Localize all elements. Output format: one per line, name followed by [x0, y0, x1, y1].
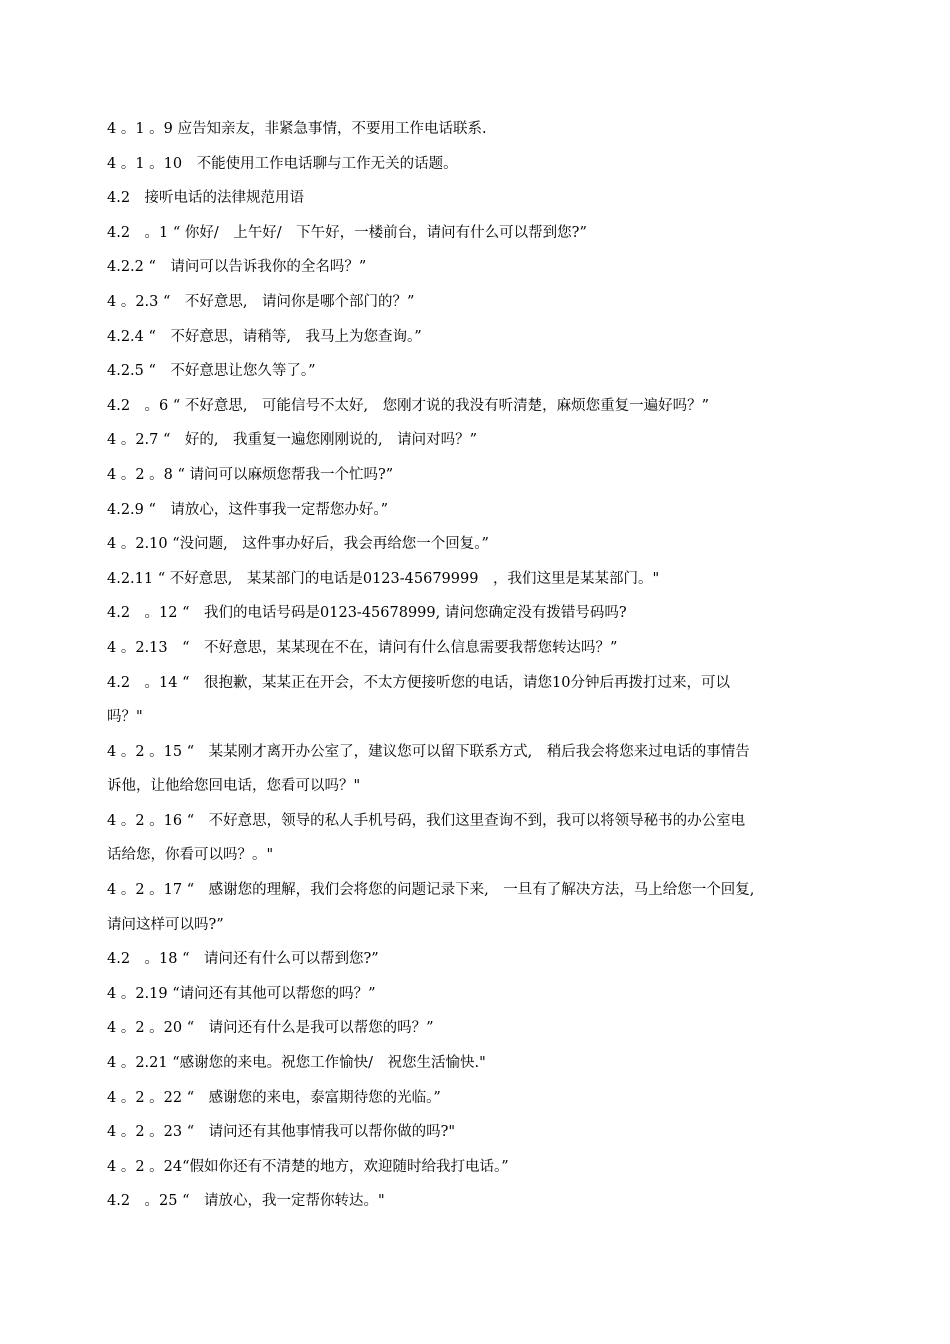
text-line: 4 。1 。9 应告知亲友，非紧急事情，不要用工作电话联系. — [107, 121, 487, 137]
text-line: 4 。2.3 “ 不好意思, 请问你是哪个部门的？” — [107, 293, 415, 310]
text-line: 4 。2 。20 “ 请问还有什么是我可以帮您的吗？” — [107, 1020, 434, 1037]
text-line: 4 。2.21 “感谢您的来电。祝您工作愉快/ 祝您生活愉快." — [107, 1055, 486, 1072]
text-line-continuation: 诉他，让他给您回电话，您看可以吗？" — [107, 778, 361, 795]
text-line: 4 。2.13 “ 不好意思，某某现在不在，请问有什么信息需要我帮您转达吗？” — [107, 639, 618, 656]
text-line: 4.2.5 “ 不好意思让您久等了。” — [107, 363, 316, 380]
text-line: 4 。2 。22 “ 感谢您的来电，泰富期待您的光临。” — [107, 1089, 441, 1106]
text-line-continuation: 请问这样可以吗?” — [107, 916, 224, 933]
text-line-continuation: 话给您，你看可以吗？。" — [107, 847, 274, 864]
text-line: 4.2 。14 “ 很抱歉，某某正在开会，不太方便接听您的电话，请您10分钟后再拨打过来，可以 — [107, 674, 730, 691]
text-line: 4 。2 。23 “ 请问还有其他事情我可以帮你做的吗?" — [107, 1124, 456, 1141]
text-line: 4.2 。12 “ 我们的电话号码是0123-45678999, 请问您确定没有拨错号码吗? — [107, 605, 627, 622]
text-line: 4 。2 。16 “ 不好意思，领导的私人手机号码，我们这里查询不到，我可以将领导秘书的办公室电 — [107, 812, 746, 829]
text-line: 4 。2 。24“假如你还有不清楚的地方，欢迎随时给我打电话。” — [107, 1158, 509, 1175]
text-line: 4 。2 。15 “ 某某刚才离开办公室了，建议您可以留下联系方式, 稍后我会将您来过电话的事情告 — [107, 743, 750, 760]
text-line: 4 。2 。17 “ 感谢您的理解，我们会将您的问题记录下来, 一旦有了解决方法，马上给您一个回复, — [107, 882, 755, 899]
text-line: 4.2.4 “ 不好意思，请稍等, 我马上为您查询。” — [107, 328, 422, 345]
text-line: 4.2 。25 “ 请放心，我一定帮你转达。" — [107, 1193, 385, 1210]
text-line: 4 。1 。10 不能使用工作电话聊与工作无关的话题。 — [107, 155, 458, 172]
text-line: 4 。2 。8 “ 请问可以麻烦您帮我一个忙吗?” — [107, 466, 394, 483]
text-line: 4.2.9 “ 请放心，这件事我一定帮您办好。” — [107, 501, 389, 518]
text-line: 4.2.11 “ 不好意思, 某某部门的电话是0123-45679999 ，我们这里是某某部门。" — [107, 570, 660, 587]
text-line-continuation: 吗？" — [107, 709, 143, 726]
text-line: 4.2 。18 “ 请问还有什么可以帮到您?” — [107, 951, 379, 968]
text-line: 4 。2.7 “ 好的, 我重复一遍您刚刚说的, 请问对吗？” — [107, 432, 478, 449]
text-line: 4.2 。6 “ 不好意思, 可能信号不太好, 您刚才说的我没有听清楚，麻烦您重复一遍好吗？” — [107, 397, 710, 414]
text-line: 4.2 。1 “ 你好/ 上午好/ 下午好，一楼前台，请问有什么可以帮到您?” — [107, 224, 587, 241]
section-heading: 4.2 接听电话的法律规范用语 — [107, 190, 305, 207]
document-body — [107, 112, 852, 1219]
text-line: 4 。2.19 “请问还有其他可以帮您的吗？” — [107, 985, 376, 1002]
text-line: 4.2.2 “ 请问可以告诉我你的全名吗？” — [107, 259, 367, 276]
text-line: 4 。2.10 “没问题, 这件事办好后，我会再给您一个回复。” — [107, 536, 489, 553]
